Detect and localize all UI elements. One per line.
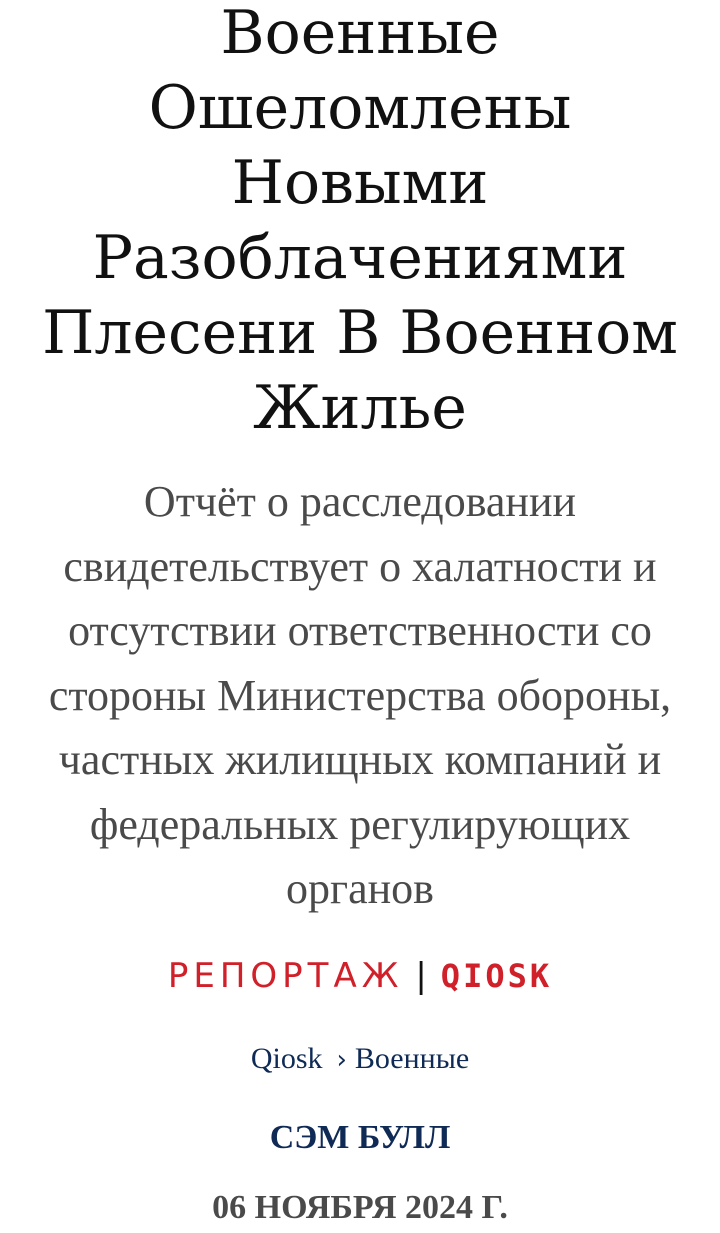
kicker <box>0 952 720 1000</box>
section-label[interactable]: РЕПОРТАЖ <box>167 956 404 996</box>
chevron-right-icon: › <box>336 1045 347 1075</box>
breadcrumb-item-qiosk[interactable]: Qiosk <box>250 1042 323 1075</box>
kicker-separator: | <box>415 956 427 996</box>
byline <box>0 1116 720 1160</box>
subheadline: Отчёт о расследовании свидетельствует о халатности и отсутствии ответственности со стороны Министерства обороны, частных жилищных компаний и федеральных регулирующих органов <box>48 477 672 913</box>
brand-logo[interactable]: QIOSK <box>440 957 553 995</box>
breadcrumb <box>0 1038 720 1081</box>
publish-date: 06 НОЯБРЯ 2024 Г. <box>212 1189 508 1226</box>
author-link[interactable]: СЭМ БУЛЛ <box>269 1119 451 1156</box>
headline: Военные Ошеломлены Новыми Разоблачениями Плесени В Военном Жилье <box>42 0 678 443</box>
breadcrumb-item-military[interactable]: Военные <box>354 1042 470 1075</box>
